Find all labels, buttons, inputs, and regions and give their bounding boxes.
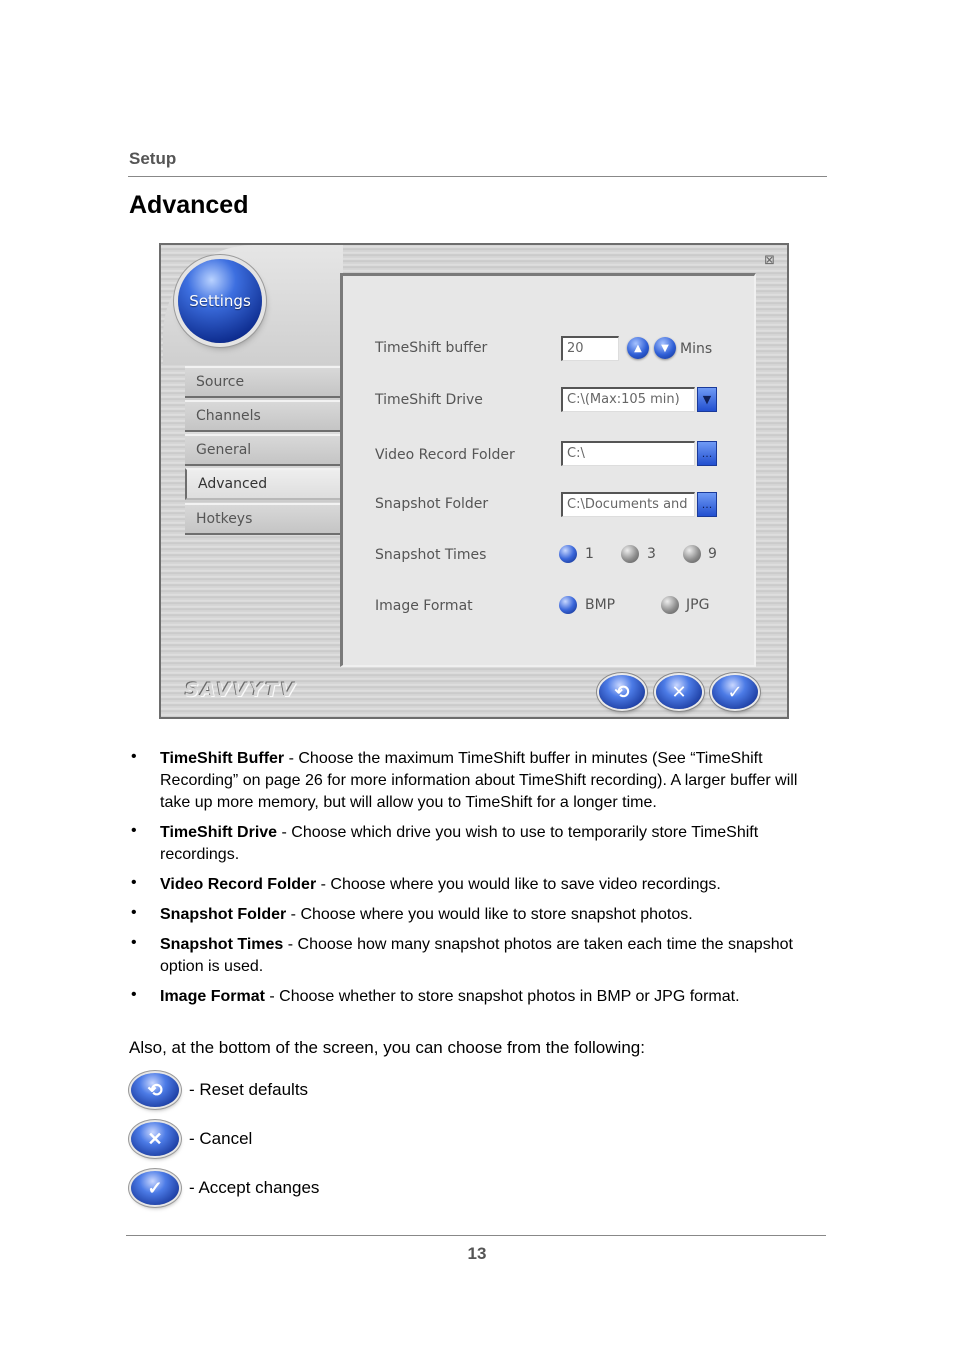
video-record-folder-label: Video Record Folder — [375, 447, 515, 463]
snapshot-times-radio-1[interactable] — [559, 545, 577, 563]
bullet-term: TimeShift Drive — [160, 824, 278, 841]
nav-item-advanced[interactable]: Advanced — [185, 468, 345, 500]
snapshot-folder-input[interactable]: C:\Documents and — [561, 492, 695, 517]
bullet-term: Video Record Folder — [160, 876, 317, 893]
spin-down-icon[interactable]: ▼ — [654, 337, 676, 359]
also-paragraph: Also, at the bottom of the screen, you can choose from the following: — [129, 1038, 645, 1057]
savvytv-logo: SAVVYTV — [185, 679, 297, 701]
bullet-text: - Choose which drive you wish to use to temporarily store TimeShift recordings. — [160, 824, 759, 863]
reset-defaults-button[interactable] — [599, 675, 645, 709]
page-number: 13 — [467, 1244, 487, 1263]
close-icon[interactable]: ⊠ — [764, 253, 775, 268]
top-rule — [128, 176, 827, 177]
list-item — [129, 874, 819, 896]
bullet-term: Snapshot Folder — [160, 906, 287, 923]
cancel-icon: ✕ — [671, 681, 687, 703]
list-item — [129, 986, 819, 1008]
list-item — [129, 822, 819, 866]
section-label: Setup — [129, 149, 177, 168]
spin-up-icon[interactable]: ▲ — [627, 337, 649, 359]
legend-accept — [131, 1171, 319, 1205]
browse-snapshot-button[interactable]: ... — [697, 492, 717, 517]
bullet-text: - Choose where you would like to store snapshot photos. — [286, 906, 693, 923]
snapshot-times-radio-3[interactable] — [621, 545, 639, 563]
bullet-term: Image Format — [160, 988, 265, 1005]
settings-window — [159, 243, 789, 719]
list-item — [129, 904, 819, 926]
reset-icon: ⟲ — [131, 1073, 179, 1107]
legend-reset — [131, 1073, 308, 1107]
legend-accept-text: - Accept changes — [189, 1178, 320, 1197]
bullet-text: - Choose how many snapshot photos are taken each time the snapshot option is used. — [160, 936, 793, 975]
list-item — [129, 748, 819, 814]
legend-cancel — [131, 1122, 252, 1156]
page-title: Advanced — [129, 191, 249, 219]
settings-orb-label: Settings — [189, 292, 251, 310]
reset-icon: ⟲ — [614, 681, 630, 703]
timeshift-drive-label: TimeShift Drive — [375, 392, 483, 408]
bullet-term: Snapshot Times — [160, 936, 284, 953]
image-format-option-bmp: BMP — [585, 597, 616, 613]
snapshot-times-option-3: 3 — [647, 546, 656, 562]
nav-item-hotkeys[interactable]: Hotkeys — [185, 503, 341, 535]
video-record-folder-input[interactable]: C:\ — [561, 441, 695, 466]
snapshot-times-option-9: 9 — [708, 546, 717, 562]
image-format-option-jpg: JPG — [686, 597, 710, 613]
snapshot-folder-label: Snapshot Folder — [375, 496, 489, 512]
accept-icon: ✓ — [131, 1171, 179, 1205]
bullet-text: - Choose whether to store snapshot photos in BMP or JPG format. — [264, 988, 740, 1005]
image-format-radio-bmp[interactable] — [559, 596, 577, 614]
accept-icon: ✓ — [727, 681, 743, 703]
cancel-icon: ✕ — [131, 1122, 179, 1156]
bottom-rule — [126, 1235, 826, 1236]
image-format-label: Image Format — [375, 598, 473, 614]
timeshift-buffer-label: TimeShift buffer — [375, 340, 488, 356]
field-descriptions — [129, 748, 819, 1016]
nav-item-source[interactable]: Source — [185, 366, 341, 398]
timeshift-buffer-input[interactable]: 20 — [561, 336, 619, 361]
orb-area — [163, 245, 343, 365]
snapshot-times-label: Snapshot Times — [375, 547, 487, 563]
bullet-text: - Choose where you would like to save video recordings. — [316, 876, 721, 893]
nav-item-general[interactable]: General — [185, 434, 341, 466]
bullet-term: TimeShift Buffer — [160, 750, 285, 767]
timeshift-drive-select[interactable]: C:\(Max:105 min) — [561, 387, 695, 412]
legend-reset-text: - Reset defaults — [189, 1080, 309, 1099]
list-item — [129, 934, 819, 978]
legend-cancel-text: - Cancel — [189, 1129, 253, 1148]
snapshot-times-option-1: 1 — [585, 546, 594, 562]
nav-item-channels[interactable]: Channels — [185, 400, 341, 432]
accept-button[interactable] — [712, 675, 758, 709]
chevron-down-icon[interactable]: ▼ — [697, 387, 717, 412]
snapshot-times-radio-9[interactable] — [683, 545, 701, 563]
browse-folder-button[interactable]: ... — [697, 441, 717, 466]
timeshift-buffer-unit: Mins — [680, 341, 713, 357]
advanced-panel — [340, 273, 756, 667]
bullet-text: - Choose the maximum TimeShift buffer in minutes (See “TimeShift Recording” on page 26 for more information about TimeShift recording). A larger buffer will take up more memory, but will allow you to TimeShift for a longer time. — [160, 750, 798, 811]
cancel-button[interactable] — [656, 675, 702, 709]
settings-orb — [178, 259, 262, 343]
image-format-radio-jpg[interactable] — [661, 596, 679, 614]
